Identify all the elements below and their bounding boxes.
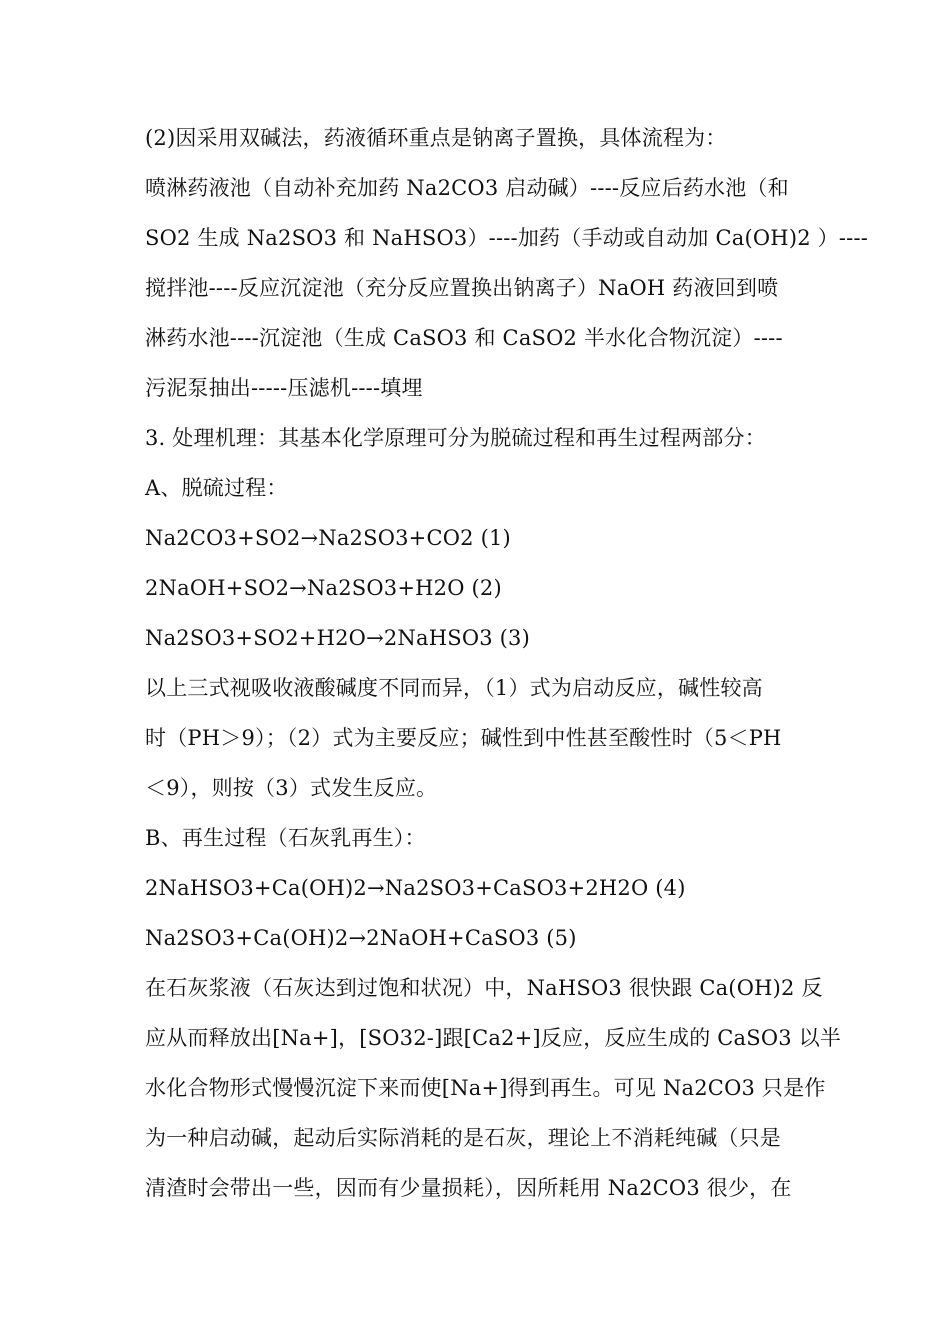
paragraph-line: 时（PH＞9）；（2）式为主要反应；碱性到中性甚至酸性时（5＜PH xyxy=(145,726,782,750)
equation-line: Na2SO3+SO2+H2O→2NaHSO3 (3) xyxy=(145,626,531,650)
paragraph-line: 在石灰浆液（石灰达到过饱和状况）中，NaHSO3 很快跟 Ca(OH)2 反 xyxy=(145,976,823,1000)
paragraph-line: 淋药水池----沉淀池（生成 CaSO3 和 CaSO2 半水化合物沉淀）---- xyxy=(145,326,783,350)
paragraph-line: 清渣时会带出一些，因而有少量损耗），因所耗用 Na2CO3 很少，在 xyxy=(145,1176,792,1200)
section-heading: 3. 处理机理：其基本化学原理可分为脱硫过程和再生过程两部分： xyxy=(145,426,766,450)
document-body xyxy=(145,113,869,1213)
equation-line: 2NaHSO3+Ca(OH)2→Na2SO3+CaSO3+2H2O (4) xyxy=(145,876,686,900)
subsection-heading: B、再生过程（石灰乳再生）： xyxy=(145,826,426,850)
equation-line: Na2CO3+SO2→Na2SO3+CO2 (1) xyxy=(145,526,511,550)
paragraph-line: 应从而释放出[Na+]，[SO32-]跟[Ca2+]反应，反应生成的 CaSO3 以半 xyxy=(145,1026,842,1050)
equation-line: Na2SO3+Ca(OH)2→2NaOH+CaSO3 (5) xyxy=(145,926,577,950)
paragraph-line: 搅拌池----反应沉淀池（充分反应置换出钠离子）NaOH 药液回到喷 xyxy=(145,276,779,300)
paragraph-line: (2)因采用双碱法，药液循环重点是钠离子置换，具体流程为： xyxy=(145,126,727,150)
paragraph-line: SO2 生成 Na2SO3 和 NaHSO3）----加药（手动或自动加 Ca(OH)2 ）---- xyxy=(145,226,869,250)
paragraph-line: 水化合物形式慢慢沉淀下来而使[Na+]得到再生。可见 Na2CO3 只是作 xyxy=(145,1076,826,1100)
paragraph-line: ＜9），则按（3）式发生反应。 xyxy=(145,776,438,800)
equation-line: 2NaOH+SO2→Na2SO3+H2O (2) xyxy=(145,576,502,600)
paragraph-line: 污泥泵抽出-----压滤机----填埋 xyxy=(145,376,423,400)
paragraph-line: 喷淋药液池（自动补充加药 Na2CO3 启动碱）----反应后药水池（和 xyxy=(145,176,789,200)
paragraph-line: 为一种启动碱，起动后实际消耗的是石灰，理论上不消耗纯碱（只是 xyxy=(145,1126,781,1150)
paragraph-line: 以上三式视吸收液酸碱度不同而异，（1）式为启动反应，碱性较高 xyxy=(145,676,763,700)
subsection-heading: A、脱硫过程： xyxy=(145,476,288,500)
